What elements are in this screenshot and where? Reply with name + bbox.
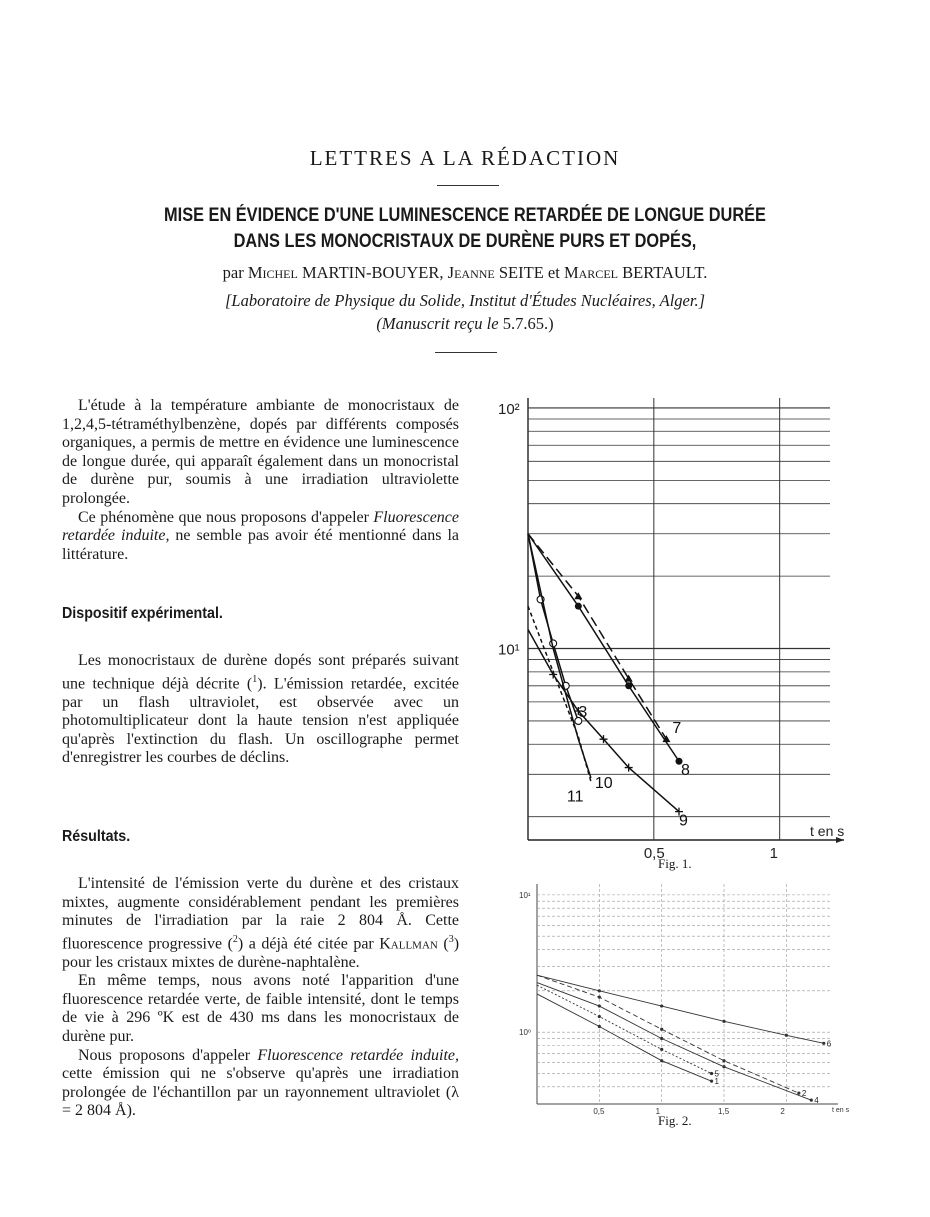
res-p1-c: (: [443, 935, 449, 953]
fig1-x-tick-label: 0,5: [643, 845, 665, 862]
figure-1-caption: Fig. 1.: [658, 856, 692, 871]
ref-3: 3: [448, 933, 454, 945]
byline-and: et: [547, 263, 560, 282]
fig2-point: [660, 1028, 663, 1031]
article-title: [65, 203, 865, 255]
fig2-point: [722, 1065, 725, 1068]
fig2-y-tick-label: 10¹: [519, 890, 531, 900]
res-p1-b: ) a déjà été citée par: [237, 935, 374, 953]
intro-p2-after: ne semble pas avoir été mentionné dans la littérature.: [62, 527, 459, 563]
fig2-series-line-1: [537, 994, 712, 1081]
fig2-point: [785, 1034, 788, 1037]
fig2-point: [822, 1042, 825, 1045]
fig2-point: [598, 1015, 601, 1018]
byline-prefix: par: [222, 263, 244, 282]
fig1-series-label-7: 7: [672, 720, 682, 738]
figure-1-chart: [490, 380, 870, 862]
affiliation: [Laboratoire de Physique du Solide, Institut d'Études Nucléaires, Alger.]: [224, 291, 705, 310]
fig1-point: [625, 682, 632, 689]
fig1-y-tick-label: 10²: [498, 400, 520, 418]
fig2-series-line-5: [537, 985, 712, 1073]
fig1-series-line-11: [528, 606, 591, 781]
fig2-series-label-2: 2: [801, 1089, 807, 1099]
res-p3-after: cette émission qui ne s'observe qu'après une irradiation prolongée de l'échantillon par un rayonnement ultraviolet (λ = 2 804 Å).: [62, 1065, 459, 1120]
dispositif-p-after: ). L'émission retardée, excitée par un flash ultraviolet, est observée avec un photomultiplicateur dont la haute tension n'est appliquée qu'après l'extinction du flash. Un oscillographe permet d'enregistrer les courbes de déclins.: [62, 674, 459, 767]
intro-p2-before: Ce phénomène que nous proposons d'appeler: [78, 508, 369, 526]
fig1-series-label-8: 8: [681, 762, 690, 780]
fig2-point: [598, 1004, 601, 1007]
fig1-series-line-10: [528, 534, 591, 778]
fig2-point: [598, 989, 601, 992]
author1-last: MARTIN-BOUYER,: [301, 263, 444, 282]
resultats-paragraph-3: [62, 1047, 459, 1121]
res-p1-d: ) pour les cristaux mixtes de durène-naphtalène.: [62, 935, 460, 971]
fig1-point: [575, 603, 582, 610]
dispositif-paragraph: [62, 652, 459, 768]
resultats-paragraph-1: [62, 875, 459, 972]
received-prefix: (Manuscrit reçu le: [376, 314, 499, 333]
author2-last: SEITE: [498, 263, 544, 282]
dispositif-text: [62, 652, 459, 768]
fig2-point: [710, 1072, 713, 1075]
res-p3-term: Fluorescence retardée induite,: [257, 1046, 459, 1064]
fig2-series-line-6: [537, 975, 824, 1043]
author1-first: Michel: [247, 263, 298, 282]
heading-resultats: Résultats.: [62, 828, 131, 845]
res-p3-before: Nous proposons d'appeler: [78, 1046, 251, 1064]
fig2-point: [598, 996, 601, 999]
fig2-series-label-1: 1: [714, 1077, 720, 1087]
ref-1: 1: [252, 673, 258, 685]
fig2-series-label-5: 5: [714, 1069, 720, 1079]
intro-paragraph-2: [62, 509, 459, 565]
byline: [0, 263, 930, 283]
fig2-x-tick-label: 1: [655, 1107, 661, 1116]
fig1-series-label-10: 10: [594, 774, 613, 792]
fig2-point: [660, 1004, 663, 1007]
figure-2-caption: Fig. 2.: [658, 1113, 692, 1128]
resultats-text: [62, 875, 459, 1121]
author-kallman: Kallman: [379, 935, 438, 953]
fig2-x-tick-label: 1,5: [718, 1107, 730, 1116]
fig1-series-label-11: 11: [566, 788, 584, 806]
fig1-x-axis-label: t en s: [810, 823, 845, 839]
fig2-y-tick-label: 10⁰: [519, 1028, 532, 1038]
fig2-point: [710, 1080, 713, 1083]
figure-2-chart: [515, 872, 855, 1117]
header-divider: [435, 352, 497, 353]
author2-first: Jeanne: [447, 263, 495, 282]
resultats-paragraph-2: En même temps, nous avons noté l'apparition d'une fluorescence retardée verte, de faible intensité, dont le temps de vie à 296 ºK est de 430 ms dans les monocristaux de durène pur.: [62, 972, 459, 1046]
heading-dispositif: Dispositif expérimental.: [62, 605, 223, 622]
fig2-series-label-4: 4: [814, 1096, 819, 1106]
article-title-line1: MISE EN ÉVIDENCE D'UNE LUMINESCENCE RETARDÉE DE LONGUE DURÉE: [164, 205, 766, 226]
intro-text: [62, 397, 459, 564]
fig2-point: [722, 1059, 725, 1062]
author3-last: BERTAULT.: [622, 263, 708, 282]
section-title: LETTRES A LA RÉDACTION: [309, 146, 621, 170]
fig2-x-tick-label: 2: [780, 1107, 785, 1116]
fig2-point: [660, 1048, 663, 1051]
fig2-point: [660, 1037, 663, 1040]
received-note: [0, 314, 930, 334]
fig2-series-label-6: 6: [826, 1039, 832, 1049]
intro-p2-term: Fluorescence retardée induite,: [62, 508, 459, 545]
fig1-series-label-9: 9: [679, 812, 688, 830]
fig2-series-line-4: [537, 983, 811, 1101]
fig1-y-tick-label: 10¹: [498, 641, 520, 659]
res-p1-a: L'intensité de l'émission verte du durène et des cristaux mixtes, augmente considérablement pendant les premières minutes de l'irradiation par la raie 2 804 Å. Cette fluorescence progressive (: [62, 875, 459, 953]
fig2-point: [598, 1025, 601, 1028]
fig2-point: [722, 1020, 725, 1023]
fig2-point: [660, 1059, 663, 1062]
author3-first: Marcel: [563, 263, 618, 282]
fig2-x-axis-label: t en s: [832, 1107, 850, 1114]
title-divider: [437, 185, 499, 186]
fig1-x-tick-label: 1: [769, 845, 779, 862]
ref-2: 2: [232, 933, 238, 945]
fig1-series-line-8: [528, 534, 682, 761]
fig2-point: [797, 1092, 800, 1095]
received-date: 5.7.65.): [502, 314, 554, 333]
fig1-series-label-3: 3: [578, 703, 588, 721]
intro-paragraph-1: L'étude à la température ambiante de monocristaux de 1,2,4,5-tétraméthylbenzène, dopés par différents composés organiques, a permis de mettre en évidence une luminescence de longue durée, qui apparaît également dans un monocristal de durène pur, soumis à une irradiation ultraviolette prolongée.: [62, 397, 459, 507]
fig2-point: [810, 1099, 813, 1102]
dispositif-p-before: Les monocristaux de durène dopés sont préparés suivant une technique déjà décrite (: [62, 652, 459, 692]
article-title-line2: DANS LES MONOCRISTAUX DE DURÈNE PURS ET DOPÉS,: [233, 231, 697, 252]
fig2-x-tick-label: 0,5: [593, 1107, 605, 1116]
fig2-series-line-2: [537, 975, 799, 1093]
